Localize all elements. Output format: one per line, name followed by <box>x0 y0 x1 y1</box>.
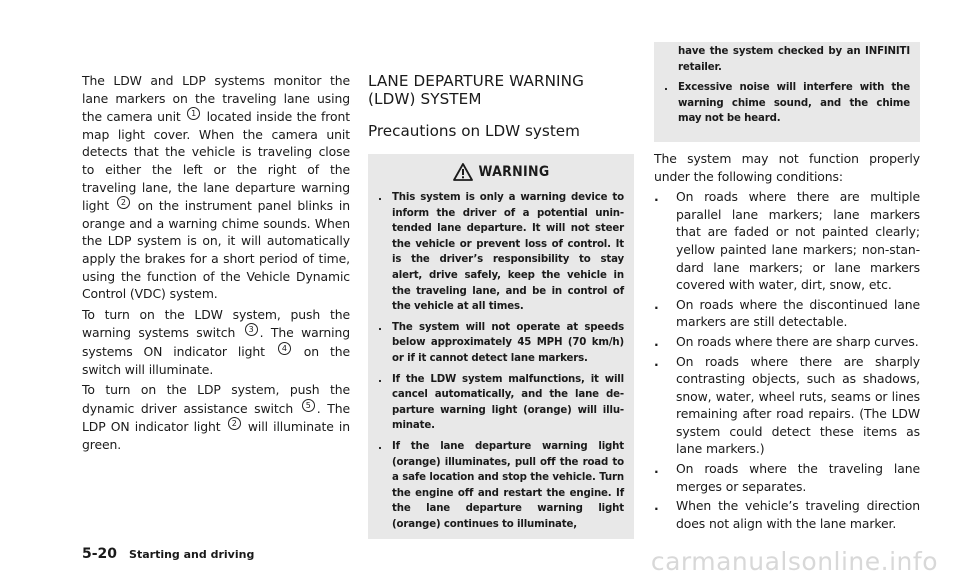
warning-item <box>378 439 624 533</box>
bullet: . <box>654 333 659 349</box>
condition-text: On roads where there are multiple parallel lane markers; lane markers that are faded or not painted clearly; yellow painted lane markers; non-stan-dard lane markers; or lane markers covered with water, dirt, snow, etc. <box>676 189 920 293</box>
text: To turn on the LDW system, push the warning systems switch <box>82 306 350 341</box>
condition-item <box>654 353 920 459</box>
section-heading: LANE DEPARTURE WARNING (LDW) SYSTEM <box>368 72 584 108</box>
warning-text: If the lane departure warning light (orange) illuminates, pull off the road to a safe location and stop the vehicle. Turn the engine off and restart the engine. If the lane departure warning light (orange) continues to illuminate, <box>392 440 624 530</box>
warning-item <box>378 190 624 315</box>
warning-list <box>378 190 624 532</box>
callout-marker: 3 <box>245 323 258 336</box>
warning-text: If the LDW system malfunctions, it will cancel automatically, and the lane de-parture warning light (orange) will illu-minate. <box>392 373 624 432</box>
bullet: . <box>654 498 659 514</box>
warning-box <box>368 154 634 539</box>
page-footer <box>82 546 254 562</box>
warning-text: have the system checked by an INFINITI retailer. <box>678 46 910 73</box>
condition-text: On roads where the discontinued lane markers are still detectable. <box>676 296 920 330</box>
condition-text: On roads where the traveling lane merges or separates. <box>676 461 920 494</box>
condition-text: On roads where there are sharply contrasting objects, such as shadows, snow, water, wheel ruts, seams or lines remaining after road repairs. (The LDW system could detect these items as lane markers.) <box>676 353 920 457</box>
column-middle <box>368 72 634 539</box>
callout-marker: 1 <box>187 107 200 120</box>
warning-label: WARNING <box>478 164 550 180</box>
text: located inside the front map light cover. When the camera unit detects that the vehicle is traveling close to either the left or the right of the traveling lane, the lane departure warning light <box>82 109 351 214</box>
bullet: . <box>654 353 659 369</box>
warning-item <box>378 372 624 434</box>
page-number: 5-20 <box>82 546 118 562</box>
callout-marker: 4 <box>278 342 291 355</box>
text: will illuminate in green. <box>82 419 350 452</box>
text: The LDW and LDP systems monitor the lane markers on the traveling lane using the camera unit <box>82 73 350 125</box>
condition-item <box>654 188 920 294</box>
text: To turn on the LDP system, push the dynamic driver assistance switch <box>82 382 350 416</box>
paragraph-system-overview <box>82 72 350 303</box>
bullet-spacer <box>664 44 678 75</box>
warning-item <box>664 80 910 127</box>
text: on the instrument panel blinks in orange and a warning chime sounds. When the LDP system is on, it will automatically apply the brakes for a short period of time, using the function of the Vehicle Dynamic Control (VDC) system. <box>82 198 351 302</box>
callout-marker: 5 <box>302 399 315 412</box>
text: . The LDP ON indicator light <box>82 400 350 435</box>
column-right <box>654 42 920 534</box>
column-left <box>82 72 350 456</box>
section-title: Starting and driving <box>129 548 255 561</box>
condition-text: When the vehicle’s traveling direction does not align with the lane marker. <box>676 498 920 531</box>
warning-triangle-icon <box>453 163 473 181</box>
bullet: . <box>654 189 659 205</box>
condition-item <box>654 460 920 495</box>
warning-item <box>378 320 624 367</box>
paragraph-ldp-on <box>82 381 350 453</box>
bullet: . <box>378 439 382 452</box>
warning-text: The system will not operate at speeds below approximately 45 MPH (70 km/h) or if it cannot detect lane markers. <box>392 321 624 364</box>
paragraph-ldw-on <box>82 306 350 378</box>
warning-text: This system is only a warning device to inform the driver of a potential unin-tended lane departure. It will not steer the vehicle or prevent loss of control. It is the driver’s responsibility to stay alert, drive safely, keep the vehicle in the traveling lane, and be in control of the vehicle at all times. <box>392 192 624 313</box>
warning-item-continued <box>664 44 910 75</box>
callout-marker: 2 <box>228 417 241 430</box>
bullet: . <box>378 191 382 203</box>
warning-header <box>378 154 624 190</box>
condition-item <box>654 296 920 331</box>
text: on the switch will illuminate. <box>82 343 351 377</box>
watermark: carmanualsonline.info <box>650 547 938 576</box>
bullet: . <box>654 296 659 312</box>
warning-box-continued <box>654 42 920 142</box>
bullet: . <box>664 81 668 94</box>
condition-item <box>654 333 920 351</box>
conditions-list <box>654 188 920 532</box>
condition-text: On roads where there are sharp curves. <box>676 333 919 349</box>
bullet: . <box>378 372 382 385</box>
subsection-heading: Precautions on LDW system <box>368 122 580 140</box>
warning-text: Excessive noise will interfere with the warning chime sound, and the chime may not be heard. <box>678 82 910 125</box>
bullet: . <box>378 320 382 333</box>
callout-marker: 2 <box>117 196 130 209</box>
condition-item <box>654 497 920 532</box>
conditions-intro: The system may not function properly under the following conditions: <box>654 150 920 184</box>
bullet: . <box>654 461 659 477</box>
text: . The warning systems ON indicator light <box>82 325 350 359</box>
